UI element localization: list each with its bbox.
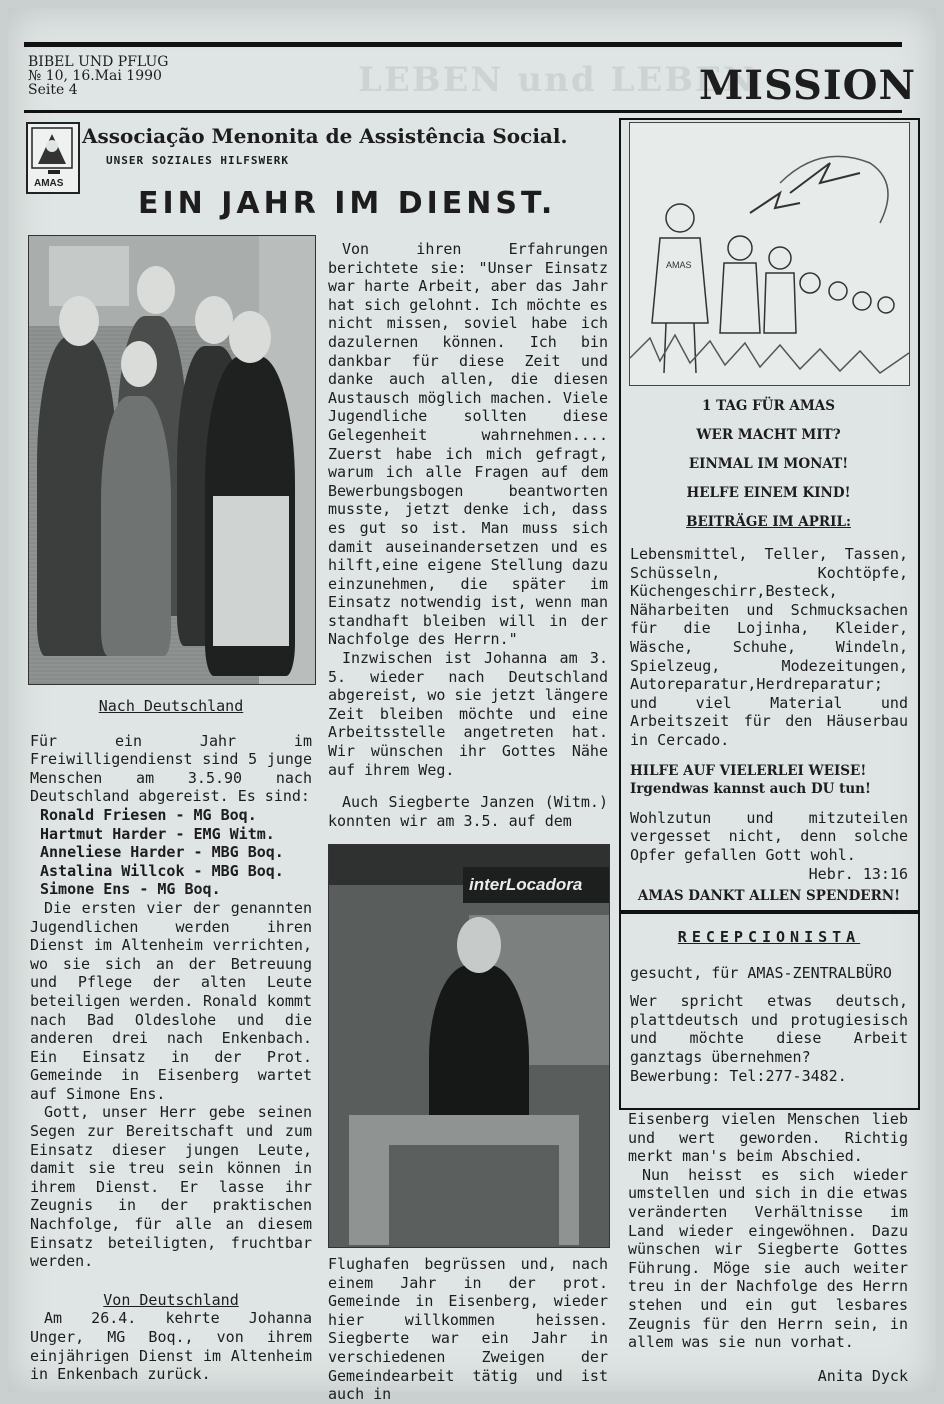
job-ad-text — [630, 928, 908, 1085]
article-headline: EIN JAHR IM DIENST. — [138, 186, 557, 221]
list-item: Ronald Friesen - MG Boq. — [40, 805, 257, 824]
list-item: Anneliese Harder - MBG Boq. — [40, 843, 284, 862]
column-3-continued — [628, 1110, 908, 1352]
thanks-line: AMAS DANKT ALLEN SPENDERN! — [637, 888, 901, 905]
svg-text:AMAS: AMAS — [34, 178, 64, 189]
paragraph: Flughafen begrüssen und, nach einem Jahr in der prot. Gemeinde in Eisenberg, wieder hier willkommen heissen. Siegberte war ein Jahr in verschiedenen Zweigen der Gemeindearbeit tätig und ist auch in — [328, 1255, 608, 1404]
paragraph: Die ersten vier der genannten Jugendlichen werden ihren Dienst im Altenheim verrichten, wo sie sich an der Betreuung und Pflege der alten Leute beteiligen werden. Ronald kommt nach Bad Oldeslohe und die anderen drei nach Enkenbach. Ein Einsatz in der Prot. Gemeinde in Eisenberg wartet auf Simone Ens. — [30, 898, 312, 1103]
paragraph: Gott, unser Herr gebe seinen Segen zur Bereitschaft und zum Einsatz dieser jungen Leute, damit sie treu sein können in ihrem Dienst. Er lasse ihr Zeugnis in der praktischen Nachfolge, für alle an diesem Einsatz beteiligten, fruchtbar werden. — [30, 1103, 312, 1271]
paragraph: Auch Siegberte Janzen (Witm.) konnten wir am 3.5. auf dem — [328, 793, 608, 830]
masthead-rule — [24, 110, 902, 113]
paper-name: BIBEL UND PFLUG — [28, 54, 169, 70]
list-item: Simone Ens - MG Boq. — [40, 880, 221, 899]
appeal-lines — [629, 392, 908, 537]
verse-reference: Hebr. 13:16 — [808, 864, 908, 883]
job-contact: Bewerbung: Tel:277-3482. — [630, 1066, 847, 1085]
list-item: Hartmut Harder - EMG Witm. — [40, 824, 275, 843]
help-line: HILFE AUF VIELERLEI WEISE! — [630, 762, 867, 779]
paragraph: Für ein Jahr im Freiwilligendienst sind 5 junge Menschen am 3.5.90 nach Deutschland abgereist. Es sind: — [30, 731, 312, 806]
shirt-label: AMAS — [666, 260, 692, 270]
appeal-heading: BEITRÄGE IM APRIL: — [686, 514, 851, 530]
paragraph: Von ihren Erfahrungen berichtete sie: "Unser Einsatz war harte Arbeit, aber das Jahr hat sich gelohnt. Ich möchte es nicht missen, soviel habe ich dazulernen können. Ich bin dankbar für diese Zeit und danke auch allen, die diesen Austausch möglich machen. Viele Jugendliche sollten diese Gelegenheit wahrnehmen.... Zuerst habe ich mich gefragt, warum ich alle Fragen auf dem Bewerbungsbogen beantworten musste, jetzt denke ich, dass es gut so ist. Man muss sich damit auseinandersetzen und es hilft,eine eigene Stellung dazu einzunehmen, die später im Einsatz notwendig ist, wenn man standhaft bleiben will in der Nachfolge des Herrn." — [328, 240, 608, 649]
appeal-line: EINMAL IM MONAT! — [688, 456, 849, 472]
org-subtitle: UNSER SOZIALES HILFSWERK — [106, 154, 289, 167]
paragraph: Am 26.4. kehrte Johanna Unger, MG Boq., von ihrem einjährigen Dienst im Altenheim in Enkenbach zurück. — [30, 1309, 312, 1384]
section-title: MISSION — [699, 62, 916, 109]
volunteer-list — [40, 806, 312, 899]
org-name: Associação Menonita de Assistência Social. — [82, 124, 568, 148]
bible-verse: Wohlzutun und mitzuteilen vergesset nicht, denn solche Opfer gefallen Gott wohl. — [630, 808, 908, 864]
paragraph: Nun heisst es sich wieder umstellen und sich in die etwas veränderten Verhältnisse im Land wieder eingewöhnen. Dazu wünschen wir Siegberte Gottes Führung. Möge sie auch weiter treu in der Nachfolge des Herrn stehen und ein gut lesbares Zeugnis für den Herrn sein, in allem was sie nun vorhat. — [628, 1165, 908, 1352]
paragraph: Inzwischen ist Johanna am 3. 5. wieder nach Deutschland abgereist, wo sie jetzt längere Zeit bleiben möchte und eine Arbeitsstelle angetreten hat. Wir wünschen ihr Gottes Nähe auf ihrem Weg. — [328, 649, 608, 779]
column-1 — [30, 697, 312, 1384]
paragraph: Eisenberg vielen Menschen lieb und wert geworden. Richtig merkt man's beim Abschied. — [628, 1110, 908, 1166]
appeal-line: WER MACHT MIT? — [696, 427, 841, 443]
job-line: gesucht, für AMAS-ZENTRALBÜRO — [630, 963, 892, 982]
column-2 — [328, 240, 608, 830]
job-description: Wer spricht etwas deutsch, plattdeutsch und protugiesisch und möchte diese Arbeit ganztags übernehmen? — [630, 992, 908, 1066]
counter-sign: interLocadora — [469, 875, 583, 894]
author-signature: Anita Dyck — [817, 1367, 908, 1385]
masthead-info — [28, 55, 168, 97]
heading-von-deutschland: Von Deutschland — [103, 1290, 239, 1309]
appeal-line: HELFE EINEM KIND! — [686, 485, 851, 501]
group-photo — [28, 235, 316, 685]
bleed-through-title: LEBEN und LEBEN — [358, 60, 756, 100]
help-line: Irgendwas kannst auch DU tun! — [630, 781, 871, 798]
airport-photo — [328, 844, 610, 1248]
amas-logo — [26, 122, 80, 194]
column-2-continued — [328, 1255, 608, 1404]
paragraph: Lebensmittel, Teller, Tassen, Schüsseln, Kochtöpfe, Küchengeschirr,Besteck, Näharbeiten und Schmucksachen für die Lojinha, Kleider, Wäsche, Schuhe, Windeln, Spielzeug, Modezeitungen, Autoreparatur,Herdreparatur; und viel Material und Arbeitszeit für den Häuserbau in Cercado. — [630, 545, 908, 749]
issue-line: № 10, 16.Mai 1990 — [28, 68, 162, 84]
caption-nach-deutschland: Nach Deutschland — [98, 697, 244, 715]
donations-text — [630, 545, 908, 906]
appeal-line: 1 TAG FÜR AMAS — [701, 398, 836, 414]
list-item: Astalina Willcok - MBG Boq. — [40, 861, 284, 880]
top-rule — [24, 42, 902, 47]
page-number: Seite 4 — [28, 82, 78, 98]
job-title: RECEPCIONISTA — [677, 928, 861, 946]
children-drawing — [629, 122, 910, 386]
